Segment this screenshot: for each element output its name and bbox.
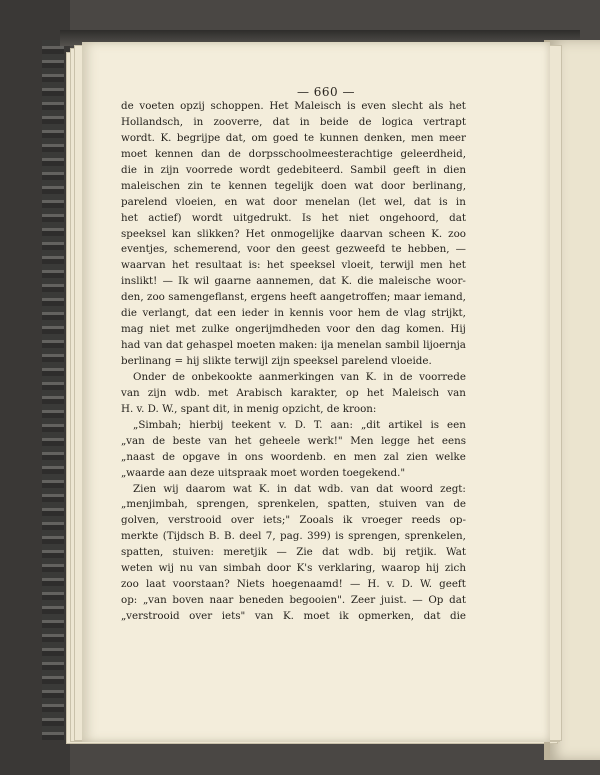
body-text — [121, 99, 466, 625]
text-line: speeksel kan slikken? Het onmogelijke daarvan scheen K. zoo — [121, 227, 466, 240]
text-line: golven, verstrooid over iets;" Zooals ik vroeger reeds op- — [121, 514, 466, 527]
text-line: „waarde aan deze uitspraak moet worden toegekend." — [121, 466, 406, 479]
text-line: die in zijn voorrede wordt gedebiteerd. Sambil geeft in dien — [121, 163, 466, 176]
book-spine — [42, 40, 64, 740]
text-line: Hollandsch, in zooverre, dat in beide de logica vertrapt — [121, 115, 466, 128]
text-line: Zien wij daarom wat K. in dat wdb. van dat woord zegt: — [133, 482, 466, 495]
text-line: „naast de opgave in ons woordenb. en men zal zien welke — [121, 450, 466, 463]
text-line: eventjes, schemerend, voor den geest gezweefd te hebben, — — [121, 243, 466, 256]
text-line: parelend vloeien, en wat door menelan (let wel, dat is in — [121, 195, 466, 208]
text-line: inslikt! — Ik wil gaarne aannemen, dat K. die maleische woor- — [121, 275, 466, 288]
text-line: „verstrooid over iets" van K. moet ik opmerken, dat die — [121, 610, 466, 622]
text-line: den, zoo samengeflanst, ergens heeft aangetroffen; maar iemand, — [121, 291, 466, 304]
text-line: zoo laat voorstaan? Niets hoegenaamd! — H. v. D. W. geeft — [121, 578, 466, 591]
page-number: — 660 — — [296, 85, 356, 99]
text-line: de voeten opzij schoppen. Het Maleisch is even slecht als het — [121, 100, 466, 112]
text-line: spatten, stuiven: meretjik — Zie dat wdb. bij retjik. Wat — [121, 546, 466, 559]
text-line: merkte (Tijdsch B. B. deel 7, pag. 399) is sprengen, sprenkelen, — [121, 530, 466, 543]
text-line: weten wij nu van simbah door K's verklaring, waarop hij zich — [121, 562, 466, 575]
text-line: H. v. D. W., spant dit, in menig opzicht, de kroon: — [121, 402, 377, 415]
text-line: moet kennen dan de dorpsschoolmeesterachtige geleerdheid, — [121, 147, 466, 160]
text-line: van zijn wdb. met Arabisch karakter, op het Maleisch van — [121, 386, 466, 399]
text-line: waarvan het resultaat is: het speeksel vloeit, terwijl men het — [121, 259, 466, 272]
text-line: „van de beste van het geheele werk!" Men legge het eens — [121, 434, 466, 447]
text-line: „Simbah; hierbij teekent v. D. T. aan: „dit artikel is een — [133, 418, 466, 431]
text-line: Onder de onbekookte aanmerkingen van K. in de voorrede — [133, 370, 466, 383]
text-line: berlinang = hij slikte terwijl zijn speeksel parelend vloeide. — [121, 355, 432, 367]
text-line: die verlangt, dat een ieder in kennis voor hem de vlag strijkt, — [121, 307, 466, 320]
text-line: het actief) wordt uitgedrukt. Is het niet ongehoord, dat — [121, 211, 466, 224]
text-line: had van dat gehaspel moeten maken: ija menelan sambil lijoernja — [121, 339, 466, 352]
text-line: „menjimbah, sprengen, sprenkelen, spatten, stuiven van de — [121, 498, 466, 511]
text-line: mag niet met zulke ongerijmdheden voor den dag komen. Hij — [121, 323, 466, 336]
text-line: maleischen zin te kennen tegelijk doen wat door berlinang, — [121, 179, 466, 192]
text-line: wordt. K. begrijpe dat, om goed te kunnen denken, men meer — [121, 131, 466, 144]
text-line: op: „van boven naar beneden begooien". Zeer juist. — Op dat — [121, 594, 466, 607]
